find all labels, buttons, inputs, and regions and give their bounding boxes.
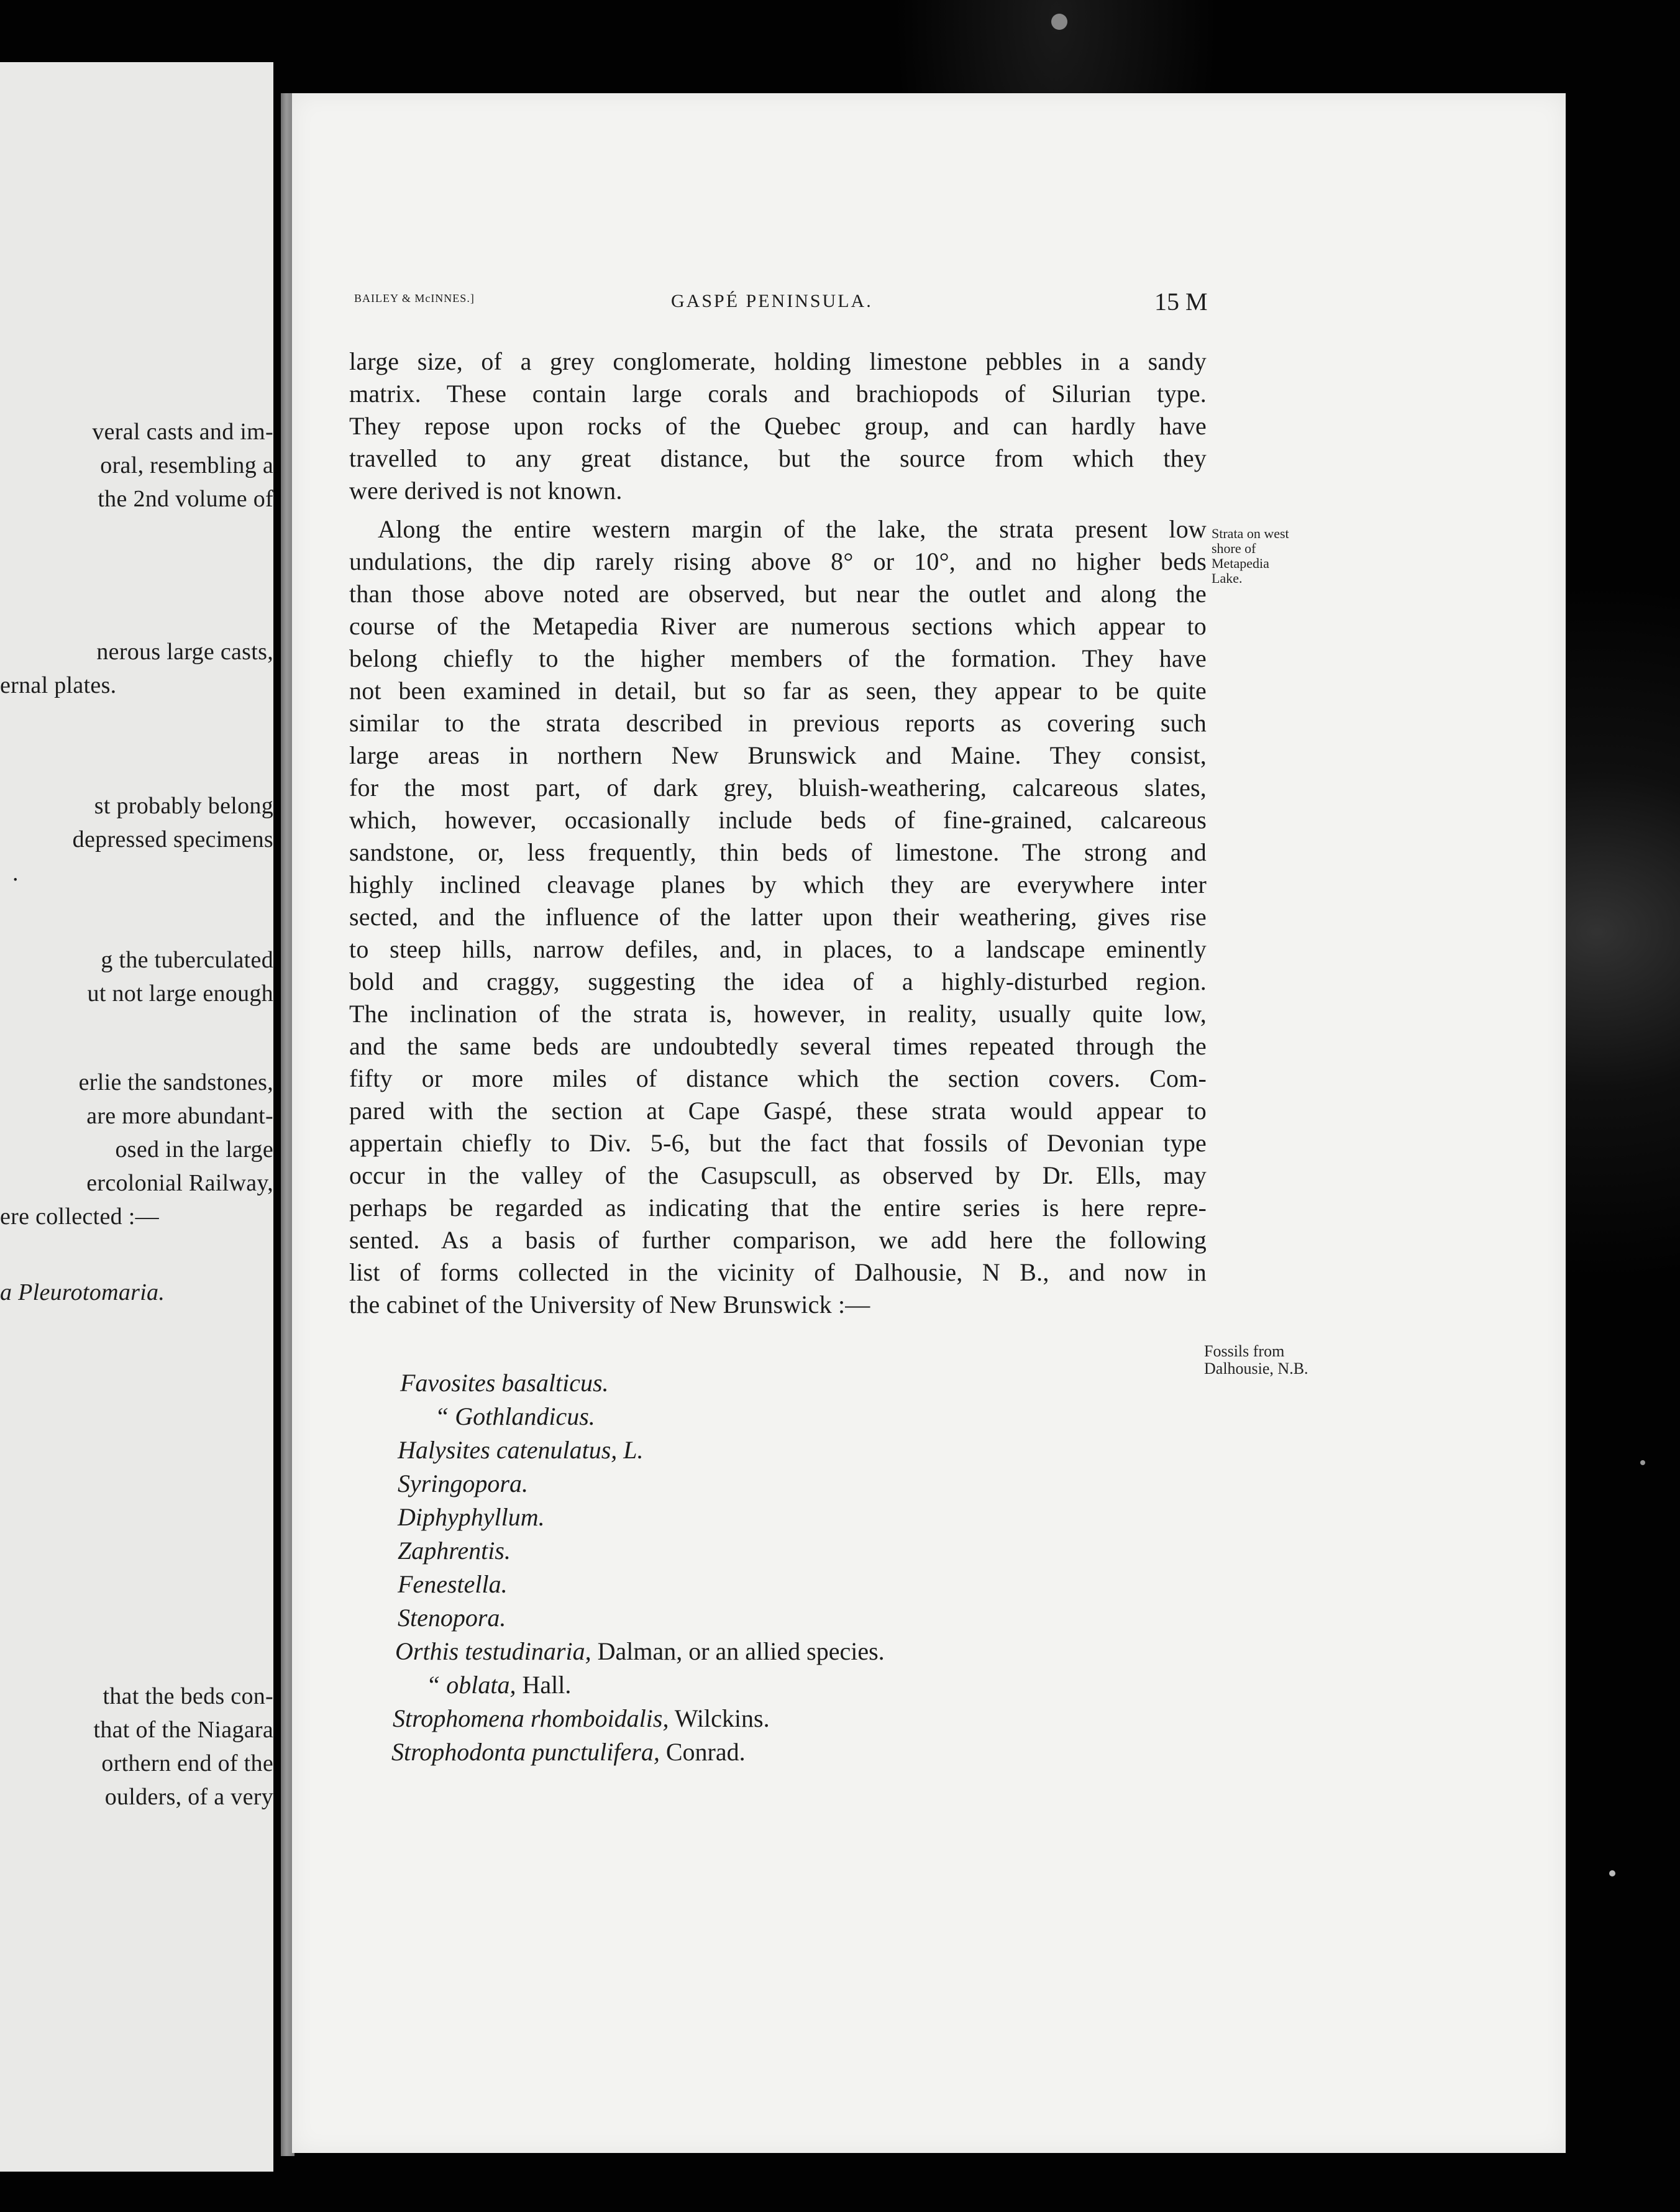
body-line: highly inclined cleavage planes by which they are everywhere inter: [349, 871, 1207, 898]
fossil-name: Fenestella.: [398, 1570, 508, 1598]
fossil-list-item: [393, 1702, 770, 1735]
body-line: belong chiefly to the higher members of the formation. They have: [349, 644, 1207, 672]
left-page-line: ere collected :—: [0, 1204, 159, 1230]
body-line: list of forms collected in the vicinity of Dalhousie, N B., and now in: [349, 1258, 1207, 1286]
left-page-line: .: [12, 860, 19, 886]
body-line: for the most part, of dark grey, bluish-weathering, calcareous slates,: [349, 774, 1207, 802]
page-number: 15 M: [1154, 288, 1208, 316]
body-line: to steep hills, narrow defiles, and, in places, to a landscape eminently: [349, 935, 1207, 963]
body-line: The inclination of the strata is, however, in reality, usually quite low,: [349, 1000, 1207, 1028]
fossil-name: Orthis testudinaria,: [395, 1637, 591, 1665]
body-line: not been examined in detail, but so far as seen, they appear to be quite: [349, 677, 1207, 705]
margin-note-strata: Strata on west: [1212, 526, 1289, 541]
left-page-line: erlie the sandstones,: [78, 1069, 273, 1095]
margin-note-fossils: Dalhousie, N.B.: [1204, 1360, 1308, 1378]
fossil-name: Syringopora.: [398, 1469, 528, 1497]
body-line: bold and craggy, suggesting the idea of a highly-disturbed region.: [349, 967, 1207, 995]
left-page-line: g the tuberculated: [101, 947, 273, 973]
body-line: occur in the valley of the Casupscull, as observed by Dr. Ells, may: [349, 1161, 1207, 1189]
body-line: and the same beds are undoubtedly several times repeated through the: [349, 1032, 1207, 1060]
running-head-title: GASPÉ PENINSULA.: [671, 291, 873, 311]
fossil-name: Strophodonta punctulifera,: [391, 1738, 660, 1766]
fossil-name: “ oblata,: [426, 1671, 516, 1699]
fossil-list-item: [398, 1434, 644, 1466]
left-page-line: a Pleurotomaria.: [0, 1279, 165, 1305]
fossil-author: Dalman, or an allied species.: [591, 1637, 885, 1665]
fossil-list-item: [398, 1501, 545, 1533]
left-page-line: the 2nd volume of: [98, 486, 273, 512]
fossil-list-item: [398, 1468, 528, 1500]
body-line: matrix. These contain large corals and brachiopods of Silurian type.: [349, 380, 1207, 408]
body-line: sented. As a basis of further comparison, we add here the following: [349, 1226, 1207, 1254]
fossil-author: Hall.: [516, 1671, 572, 1699]
left-page-line: that of the Niagara: [93, 1717, 273, 1743]
left-page-line: veral casts and im-: [92, 419, 273, 445]
left-page-line: oulders, of a very: [104, 1784, 273, 1810]
fossil-list-item: [398, 1535, 511, 1567]
body-line: fifty or more miles of distance which the section covers. Com-: [349, 1064, 1207, 1092]
body-line: similar to the strata described in previous reports as covering such: [349, 709, 1207, 737]
body-line: Along the entire western margin of the lake, the strata present low: [378, 515, 1207, 543]
fossil-list-item: [391, 1736, 746, 1768]
fossil-author: Wilckins.: [669, 1704, 770, 1732]
left-page-line: are more abundant-: [86, 1103, 273, 1129]
fossil-name: Strophomena rhomboidalis,: [393, 1704, 669, 1732]
fossil-name: Zaphrentis.: [398, 1537, 511, 1565]
fossil-list-item: [400, 1367, 609, 1399]
margin-note-strata: shore of: [1212, 541, 1256, 556]
body-line: undulations, the dip rarely rising above 8° or 10°, and no higher beds: [349, 547, 1207, 575]
margin-note-strata: Lake.: [1212, 570, 1243, 586]
body-line: than those above noted are observed, but near the outlet and along the: [349, 580, 1207, 608]
left-page-line: st probably belong: [94, 793, 273, 819]
left-page-line: ut not large enough: [87, 980, 273, 1007]
running-head-authors: BAILEY & McINNES.]: [354, 292, 475, 304]
fossil-list-item: [435, 1401, 595, 1433]
previous-page: [0, 62, 273, 2172]
left-page-line: nerous large casts,: [96, 639, 273, 665]
fossil-name: “ Gothlandicus.: [435, 1402, 595, 1430]
fossil-author: Conrad.: [659, 1738, 746, 1766]
fossil-name: Halysites catenulatus, L.: [398, 1436, 644, 1464]
body-line: were derived is not known.: [349, 477, 623, 505]
fossil-list-item: [398, 1602, 506, 1634]
body-line: pared with the section at Cape Gaspé, these strata would appear to: [349, 1097, 1207, 1125]
fossil-name: Stenopora.: [398, 1604, 506, 1632]
body-line: They repose upon rocks of the Quebec group, and can hardly have: [349, 412, 1207, 440]
dust-speck: [1051, 14, 1067, 30]
fossil-name: Diphyphyllum.: [398, 1503, 545, 1531]
fossil-list-item: [426, 1669, 571, 1701]
left-page-line: oral, resembling a: [100, 452, 273, 478]
body-line: the cabinet of the University of New Brunswick :—: [349, 1291, 870, 1319]
fossil-list-item: [398, 1568, 508, 1601]
body-line: course of the Metapedia River are numerous sections which appear to: [349, 612, 1207, 640]
body-line: large areas in northern New Brunswick and Maine. They consist,: [349, 741, 1207, 769]
fossil-name: Favosites basalticus.: [400, 1369, 609, 1397]
left-page-line: orthern end of the: [101, 1750, 273, 1776]
margin-note-strata: Metapedia: [1212, 555, 1269, 571]
left-page-line: that the beds con-: [103, 1683, 273, 1709]
body-line: appertain chiefly to Div. 5-6, but the fact that fossils of Devonian type: [349, 1129, 1207, 1157]
body-line: which, however, occasionally include beds of fine-grained, calcareous: [349, 806, 1207, 834]
body-line: large size, of a grey conglomerate, holding limestone pebbles in a sandy: [349, 347, 1207, 375]
fossil-list-item: [395, 1635, 885, 1668]
body-line: travelled to any great distance, but the source from which they: [349, 444, 1207, 472]
dust-speck: [1609, 1870, 1615, 1876]
body-line: sandstone, or, less frequently, thin beds of limestone. The strong and: [349, 838, 1207, 866]
left-page-line: ernal plates.: [0, 672, 117, 698]
left-page-line: osed in the large: [115, 1136, 273, 1163]
left-page-line: depressed specimens: [72, 826, 273, 852]
dust-speck: [1640, 1460, 1645, 1465]
body-line: sected, and the influence of the latter upon their weathering, gives rise: [349, 903, 1207, 931]
body-line: perhaps be regarded as indicating that the entire series is here repre-: [349, 1194, 1207, 1222]
left-page-line: ercolonial Railway,: [86, 1170, 273, 1196]
margin-note-fossils: Fossils from: [1204, 1342, 1285, 1360]
